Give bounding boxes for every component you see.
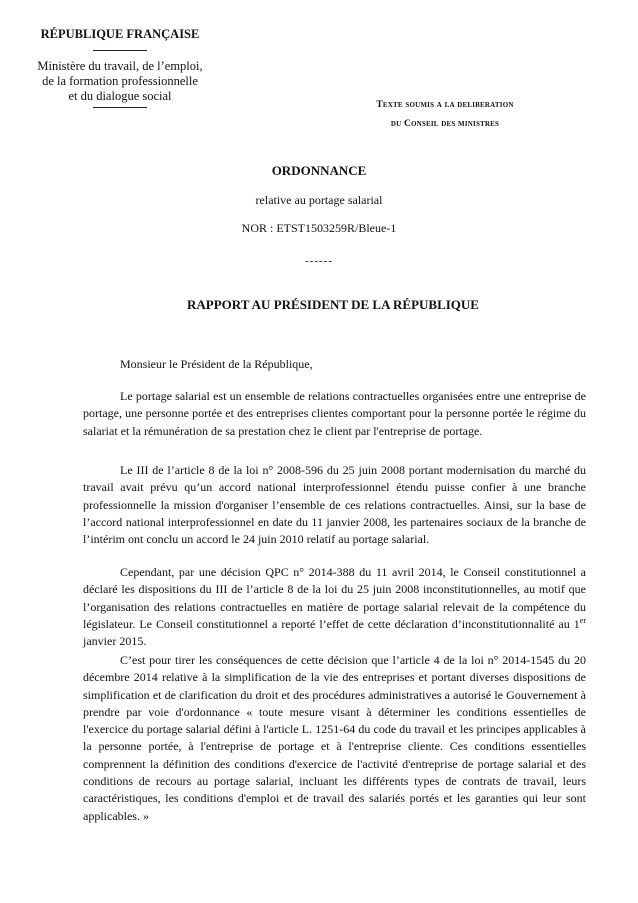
separator: ------: [305, 255, 333, 267]
paragraph-3-main: Cependant, par une décision QPC n° 2014-388 du 11 avril 2014, le Conseil constitutionnel a déclaré les dispositions du III de l’article 8 de la loi du 25 juin 2008 inconstitutionnelles, au motif que l’organisation des relations contractuelles en matière de portage salarial relevait de la compétence du législateur. Le Conseil constitutionnel a reporté l’effet de cette déclaration d’inconstitutionnalité au 1: [83, 565, 586, 631]
header-rule-bottom: [93, 107, 147, 108]
paragraph-4-text: C’est pour tirer les conséquences de cette décision que l’article 4 de la loi n° 2014-1545 du 20 décembre 2014 relative à la simplification de la vie des entreprises et portant diverses dispositions de simplification et de clarification du droit et des procédures administratives a autorisé le Gouvernement à prendre par voie d'ordonnance « toute mesure visant à déterminer les conditions essentielles de l'exercice du portage salarial défini à l'article L. 1251-64 du code du travail et les principes applicables à la personne portée, à l'entreprise de portage et à l'entreprise cliente. Ces conditions essentielles comprennent la définition des conditions d'exercice de l'activité d'entreprise de portage salarial et des conditions de recours au portage salarial, incluant les différents types de contrats de travail, leurs caractéristiques, les conditions d'emploi et de travail des salariés portés et les garanties qui leur sont applicables. »: [83, 653, 586, 823]
ministry-line-1: Ministère du travail, de l’emploi,: [37, 59, 203, 73]
paragraph-3: [83, 564, 586, 650]
deliberation-line-2: du Conseil des ministres: [390, 119, 500, 129]
report-title: RAPPORT AU PRÉSIDENT DE LA RÉPUBLIQUE: [187, 297, 479, 312]
salutation: [83, 356, 586, 373]
paragraph-3-superscript: er: [579, 615, 586, 625]
paragraph-2-text: Le III de l’article 8 de la loi n° 2008-596 du 25 juin 2008 portant modernisation du marché du travail avait prévu qu’un accord national interprofessionnel étendu puisse confier à une branche professionnelle la mission d'organiser l’ensemble de ces relations contractuelles. Ainsi, sur la base de l’accord national interprofessionnel en date du 11 janvier 2008, les partenaires sociaux de la branche de l’intérim ont conclu un accord le 24 juin 2010 relatif au portage salarial.: [83, 463, 586, 547]
deliberation-line-1: Texte soumis a la deliberation: [376, 100, 514, 110]
salutation-text: Monsieur le Président de la République,: [120, 357, 313, 371]
header-right: [300, 96, 590, 134]
document-title: ORDONNANCE: [271, 163, 367, 178]
paragraph-3-text: [83, 564, 586, 650]
paragraph-1-text: Le portage salarial est un ensemble de relations contractuelles organisées entre une entreprise de portage, une personne portée et des entreprises clientes comportant pour la personne portée le régime du salariat et la rémunération de sa prestation chez le client par l'entreprise de portage.: [83, 389, 586, 438]
ministry-line-3: et du dialogue social: [68, 89, 172, 103]
republic-heading: RÉPUBLIQUE FRANÇAISE: [40, 27, 200, 41]
paragraph-4: [83, 652, 586, 825]
header-left: [20, 27, 220, 116]
document-subtitle: relative au portage salarial: [255, 193, 383, 207]
header-rule-top: [93, 50, 147, 51]
paragraph-1: [83, 388, 586, 440]
ministry-line-2: de la formation professionnelle: [42, 74, 198, 88]
nor-reference: NOR : ETST1503259R/Bleue-1: [241, 221, 397, 235]
paragraph-2: [83, 462, 586, 548]
paragraph-3-end: janvier 2015.: [83, 634, 147, 649]
